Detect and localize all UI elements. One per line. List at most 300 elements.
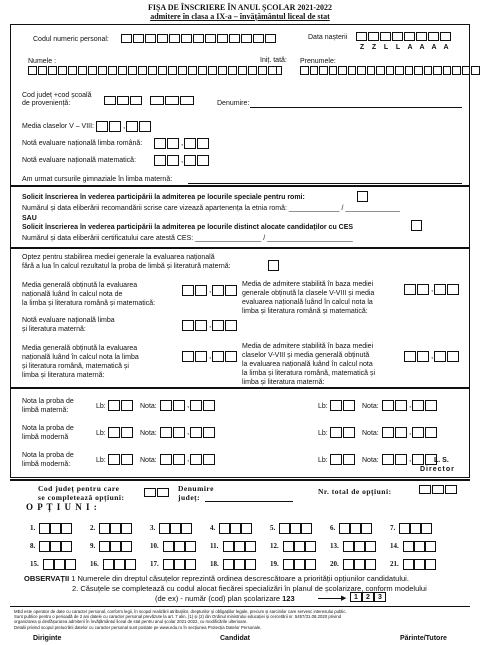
option-digit-box[interactable] [301,523,312,534]
firstname-letter-box[interactable] [395,66,404,75]
grade-digit-box[interactable] [382,427,394,438]
grade-digit-box[interactable] [96,121,108,132]
option-digit-box[interactable] [421,523,432,534]
option-digit-box[interactable] [159,523,170,534]
option-digit-box[interactable] [110,541,121,552]
option-digit-box[interactable] [283,541,294,552]
admission-avg-maternal-label [242,342,375,387]
option-code-field[interactable] [283,559,316,570]
grade-digit-box[interactable] [195,320,207,331]
firstname-label: Prenumele: [300,58,336,65]
school-digit-box[interactable] [150,96,164,105]
surname-letter-box[interactable] [158,66,167,75]
language-field[interactable] [330,454,356,465]
option-digit-box[interactable] [425,541,436,552]
surname-field[interactable] [28,66,278,75]
firstname-letter-box[interactable] [338,66,347,75]
cnp-digit-box[interactable] [229,34,240,43]
option-digit-box[interactable] [163,559,174,570]
language-box[interactable] [108,427,120,438]
general-avg-field[interactable] [182,285,238,296]
grade-digit-box[interactable] [173,427,185,438]
grade-digit-box[interactable] [190,454,202,465]
grade-digit-box[interactable] [212,320,224,331]
option-code-field[interactable] [283,541,316,552]
grade-digit-box[interactable] [182,351,194,362]
grade-digit-box[interactable] [425,400,437,411]
language-box[interactable] [108,454,120,465]
option-digit-box[interactable] [223,559,234,570]
option-digit-box[interactable] [50,523,61,534]
signature-parent: Părinte/Tutore [400,635,447,642]
option-digit-box[interactable] [103,559,114,570]
grade-digit-box[interactable] [412,454,424,465]
county-digit-box[interactable] [117,96,129,105]
option-code-field[interactable] [163,559,196,570]
grade-digit-box[interactable] [412,427,424,438]
grade-digit-box[interactable] [173,400,185,411]
father-initial-field[interactable] [268,66,283,75]
grade-label: Nota: [140,457,157,464]
option-digit-box[interactable] [110,523,121,534]
school-code-field[interactable] [150,96,195,105]
surname-letter-box[interactable] [128,66,137,75]
grade-digit-box[interactable] [154,155,166,166]
grade-digit-box[interactable] [182,285,194,296]
option-digit-box[interactable] [39,541,50,552]
option-digit-box[interactable] [414,559,425,570]
option-code-field[interactable] [403,559,436,570]
birth-digit-box[interactable] [404,32,415,41]
option-code-field[interactable] [43,559,76,570]
language-box[interactable] [343,400,355,411]
county-digit-box[interactable] [130,96,142,105]
label-line: la evaluarea națională luând în calcul nota [242,361,373,368]
option-digit-box[interactable] [61,523,72,534]
grade-digit-box[interactable] [195,285,207,296]
birth-format-letter: Z [371,44,377,51]
example-label: (de ex) - număr (cod) plan școlarizare [155,594,281,603]
grade-digit-box[interactable] [412,400,424,411]
grade-digit-box[interactable] [197,138,209,149]
birth-digit-box[interactable] [392,32,403,41]
grade-digit-box[interactable] [417,351,429,362]
cnp-digit-box[interactable] [133,34,144,43]
label-line: Notă evaluare națională limba [22,317,115,324]
options-county-field[interactable] [144,488,170,497]
surname-letter-box[interactable] [48,66,57,75]
maternal-language-line[interactable] [188,183,462,184]
total-options-label: Nr. total de opțiuni: [318,487,392,496]
option-digit-box[interactable] [185,559,196,570]
option-digit-box[interactable] [121,523,132,534]
option-code-field[interactable] [339,523,372,534]
option-digit-box[interactable] [365,541,376,552]
option-number: 21. [390,560,399,568]
general-avg-maternal-field[interactable] [182,351,238,362]
firstname-letter-box[interactable] [471,66,480,75]
firstname-letter-box[interactable] [348,66,357,75]
option-code-field[interactable] [343,541,376,552]
option-digit-box[interactable] [170,523,181,534]
test-grade-field[interactable] [382,427,438,438]
romanian-grade-field[interactable] [154,138,210,149]
language-box[interactable] [330,427,342,438]
opt-line-1: Optez pentru stabilirea mediei generale la evaluarea națională [22,254,215,261]
test-grade-field[interactable] [160,427,216,438]
language-box[interactable] [343,454,355,465]
option-digit-box[interactable] [43,559,54,570]
cnp-digit-box[interactable] [169,34,180,43]
grade-digit-box[interactable] [212,351,224,362]
option-digit-box[interactable] [234,559,245,570]
option-digit-box[interactable] [343,541,354,552]
test-grade-field[interactable] [382,454,438,465]
county-digit-box[interactable] [157,488,169,497]
cnp-field[interactable] [121,34,277,43]
opt-checkbox[interactable] [268,260,279,271]
surname-letter-box[interactable] [148,66,157,75]
option-code-field[interactable] [223,541,256,552]
option-digit-box[interactable] [354,541,365,552]
observations-label: OBSERVAȚII [24,574,70,583]
option-code-field[interactable] [343,559,376,570]
county-digit-box[interactable] [144,488,156,497]
option-code-field[interactable] [219,523,252,534]
surname-letter-box[interactable] [168,66,177,75]
surname-letter-box[interactable] [38,66,47,75]
school-digit-box[interactable] [180,96,194,105]
option-digit-box[interactable] [54,559,65,570]
option-digit-box[interactable] [403,559,414,570]
language-box[interactable] [121,454,133,465]
language-box[interactable] [343,427,355,438]
birth-digit-box[interactable] [368,32,379,41]
gdpr-line: MEd este operator de date cu caracter personal, conform legii, în scopul realizării atribuțiilor, drepturilor și obligațiilor legale, precum și sarcinilor care servesc interesului public. [14,609,347,614]
option-digit-box[interactable] [174,541,185,552]
option-code-field[interactable] [159,523,192,534]
grade-digit-box[interactable] [203,454,215,465]
roma-detail: Numărul și data eliberării recomandării scrise care vizează apartenența la etnia romă: _____________ / ______________ [22,205,400,212]
grade-digit-box[interactable] [184,138,196,149]
firstname-letter-box[interactable] [376,66,385,75]
language-field[interactable] [330,400,356,411]
grade-digit-box[interactable] [212,285,224,296]
firstname-letter-box[interactable] [329,66,338,75]
grade-digit-box[interactable] [225,285,237,296]
firstname-letter-box[interactable] [367,66,376,75]
grade-digit-box[interactable] [382,400,394,411]
grade-digit-box[interactable] [184,155,196,166]
option-digit-box[interactable] [223,541,234,552]
surname-letter-box[interactable] [178,66,187,75]
gdpr-line: Detalii privind scopul prelucrării datelor cu caracter personal sunt postate pe www.edu.ro în secțiunea Protecția Datelor Personale. [14,624,262,630]
surname-letter-box[interactable] [108,66,117,75]
county-code-field[interactable] [104,96,143,105]
option-code-field[interactable] [99,541,132,552]
initial-box[interactable] [268,66,282,75]
language-box[interactable] [108,400,120,411]
grade-digit-box[interactable] [203,427,215,438]
observation-3 [155,595,295,603]
test-grade-field[interactable] [382,400,438,411]
option-digit-box[interactable] [114,559,125,570]
birth-format-letter: A [443,44,449,51]
language-box[interactable] [330,400,342,411]
surname-label: Numele : [28,58,57,65]
option-digit-box[interactable] [399,523,410,534]
grade-digit-box[interactable] [190,400,202,411]
option-number: 18. [210,560,219,568]
language-box[interactable] [330,454,342,465]
cnp-digit-box[interactable] [157,34,168,43]
firstname-letter-box[interactable] [319,66,328,75]
grade-digit-box[interactable] [447,284,459,295]
grade-digit-box[interactable] [197,155,209,166]
option-code-field[interactable] [163,541,196,552]
cnp-digit-box[interactable] [217,34,228,43]
cnp-digit-box[interactable] [193,34,204,43]
language-field[interactable] [108,454,134,465]
option-digit-box[interactable] [99,523,110,534]
gdpr-line: Sunt publice pentru o perioadă de 2 ani datele cu caracter personal prevăzute la art. 7 alin. (1) și (2) din Ordinul ministrului educației și cercetării nr. 5457/31.08.2020 privind [14,614,341,620]
grade-digit-box[interactable] [173,454,185,465]
cnp-digit-box[interactable] [181,34,192,43]
total-digit-box[interactable] [432,485,444,494]
firstname-letter-box[interactable] [300,66,309,75]
firstname-letter-box[interactable] [386,66,395,75]
option-code-field[interactable] [39,523,72,534]
grade-digit-box[interactable] [395,427,407,438]
cnp-digit-box[interactable] [145,34,156,43]
surname-letter-box[interactable] [208,66,217,75]
birth-digit-box[interactable] [440,32,451,41]
option-digit-box[interactable] [343,559,354,570]
language-label: Lb: [96,457,106,464]
grade-digit-box[interactable] [225,320,237,331]
grade-digit-box[interactable] [225,351,237,362]
grade-digit-box[interactable] [203,400,215,411]
firstname-letter-box[interactable] [443,66,452,75]
option-digit-box[interactable] [305,559,316,570]
grade-digit-box[interactable] [167,155,179,166]
test-grade-field[interactable] [160,454,216,465]
option-digit-box[interactable] [163,541,174,552]
option-digit-box[interactable] [410,523,421,534]
surname-letter-box[interactable] [138,66,147,75]
total-options-field[interactable] [419,485,458,494]
option-digit-box[interactable] [50,541,61,552]
grade-digit-box[interactable] [395,400,407,411]
language-field[interactable] [108,427,134,438]
maternal-grade-field[interactable] [182,320,238,331]
birth-digit-box[interactable] [356,32,367,41]
math-grade-field[interactable] [154,155,210,166]
surname-letter-box[interactable] [218,66,227,75]
grade-digit-box[interactable] [404,284,416,295]
cnp-digit-box[interactable] [241,34,252,43]
birth-format-letter: A [431,44,437,51]
grade-digit-box[interactable] [434,351,446,362]
cnp-digit-box[interactable] [253,34,264,43]
option-digit-box[interactable] [181,523,192,534]
option-digit-box[interactable] [245,541,256,552]
option-digit-box[interactable] [99,541,110,552]
grade-digit-box[interactable] [109,121,121,132]
admission-avg-maternal-field[interactable] [404,351,460,362]
grade-digit-box[interactable] [190,427,202,438]
roma-checkbox[interactable] [357,191,368,202]
surname-letter-box[interactable] [248,66,257,75]
county-name-line[interactable] [205,501,293,502]
option-code-field[interactable] [403,541,436,552]
language-box[interactable] [121,400,133,411]
option-digit-box[interactable] [425,559,436,570]
surname-letter-box[interactable] [198,66,207,75]
grade-digit-box[interactable] [425,427,437,438]
option-digit-box[interactable] [230,523,241,534]
birth-date-field[interactable] [356,32,452,41]
firstname-letter-box[interactable] [452,66,461,75]
option-digit-box[interactable] [290,523,301,534]
grade-digit-box[interactable] [139,121,151,132]
grade-digit-box[interactable] [160,454,172,465]
option-digit-box[interactable] [241,523,252,534]
firstname-letter-box[interactable] [310,66,319,75]
surname-letter-box[interactable] [258,66,267,75]
grade-digit-box[interactable] [154,138,166,149]
option-digit-box[interactable] [294,559,305,570]
surname-letter-box[interactable] [28,66,37,75]
language-field[interactable] [108,400,134,411]
surname-letter-box[interactable] [228,66,237,75]
total-digit-box[interactable] [445,485,457,494]
label-line: și literatura maternă: [22,326,86,333]
option-number: 15. [30,560,39,568]
grade-digit-box[interactable] [382,454,394,465]
county-digit-box[interactable] [104,96,116,105]
average-field[interactable] [96,121,152,132]
birth-digit-box[interactable] [428,32,439,41]
grade-digit-box[interactable] [434,284,446,295]
label-line: generale obținută la clasele V-VIII și media [242,290,375,297]
option-digit-box[interactable] [283,559,294,570]
cnp-digit-box[interactable] [121,34,132,43]
option-digit-box[interactable] [294,541,305,552]
option-digit-box[interactable] [365,559,376,570]
surname-letter-box[interactable] [88,66,97,75]
option-digit-box[interactable] [339,523,350,534]
option-code-field[interactable] [223,559,256,570]
option-digit-box[interactable] [65,559,76,570]
form-title: FIȘA DE ÎNSCRIERE ÎN ANUL ȘCOLAR 2021-2022 [147,3,333,12]
firstname-letter-box[interactable] [414,66,423,75]
language-label: Lb: [318,457,328,464]
option-digit-box[interactable] [305,541,316,552]
firstname-letter-box[interactable] [357,66,366,75]
test-label: Nota la proba de [22,452,74,459]
surname-letter-box[interactable] [58,66,67,75]
math-grade-label: Notă evaluare națională matematică: [22,157,137,164]
firstname-letter-box[interactable] [433,66,442,75]
option-digit-box[interactable] [234,541,245,552]
admission-avg-field[interactable] [404,284,460,295]
surname-letter-box[interactable] [68,66,77,75]
gdpr-line: organizarea și desfășurarea admiterii în învățământul liceal de stat pentru anul școlar 2021-2022, cu modificările ulterioare. [14,619,248,625]
option-code-field[interactable] [99,523,132,534]
option-digit-box[interactable] [403,541,414,552]
option-digit-box[interactable] [185,541,196,552]
school-name-line[interactable] [250,107,462,108]
surname-letter-box[interactable] [78,66,87,75]
birth-digit-box[interactable] [380,32,391,41]
language-box[interactable] [121,427,133,438]
option-code-field[interactable] [279,523,312,534]
cnp-digit-box[interactable] [265,34,276,43]
grade-digit-box[interactable] [447,351,459,362]
option-digit-box[interactable] [61,541,72,552]
grade-digit-box[interactable] [182,320,194,331]
option-digit-box[interactable] [245,559,256,570]
option-digit-box[interactable] [174,559,185,570]
option-digit-box[interactable] [39,523,50,534]
option-digit-box[interactable] [350,523,361,534]
grade-digit-box[interactable] [395,454,407,465]
grade-digit-box[interactable] [160,400,172,411]
school-digit-box[interactable] [165,96,179,105]
surname-letter-box[interactable] [188,66,197,75]
observation-2: 2. Căsuțele se completează cu codul alocat fiecărei specializări în planul de școlarizare, conform modelului [72,584,427,593]
option-digit-box[interactable] [279,523,290,534]
grade-digit-box[interactable] [160,427,172,438]
firstname-field[interactable] [300,66,480,75]
option-code-field[interactable] [39,541,72,552]
surname-letter-box[interactable] [118,66,127,75]
option-digit-box[interactable] [121,541,132,552]
cnp-digit-box[interactable] [205,34,216,43]
grade-digit-box[interactable] [126,121,138,132]
language-field[interactable] [330,427,356,438]
test-grade-field[interactable] [160,400,216,411]
grade-digit-box[interactable] [195,351,207,362]
observations-line-1 [24,575,409,583]
birth-digit-box[interactable] [416,32,427,41]
surname-letter-box[interactable] [98,66,107,75]
option-digit-box[interactable] [361,523,372,534]
grade-digit-box[interactable] [417,284,429,295]
surname-letter-box[interactable] [238,66,247,75]
label-line: Media de admitere stabilită în baza mediei [242,281,374,288]
ces-checkbox[interactable] [411,220,422,231]
total-digit-box[interactable] [419,485,431,494]
option-digit-box[interactable] [125,559,136,570]
option-digit-box[interactable] [219,523,230,534]
cnp-label: Codul numeric personal: [33,36,109,43]
decimal-comma: , [123,121,126,130]
option-number: 4. [210,524,216,532]
option-digit-box[interactable] [354,559,365,570]
option-digit-box[interactable] [414,541,425,552]
grade-digit-box[interactable] [167,138,179,149]
option-code-field[interactable] [399,523,432,534]
firstname-letter-box[interactable] [424,66,433,75]
test-label: limbă modernă: [22,461,71,468]
firstname-letter-box[interactable] [405,66,414,75]
option-code-field[interactable] [103,559,136,570]
grade-digit-box[interactable] [404,351,416,362]
decimal-comma: , [181,155,184,164]
firstname-letter-box[interactable] [462,66,471,75]
